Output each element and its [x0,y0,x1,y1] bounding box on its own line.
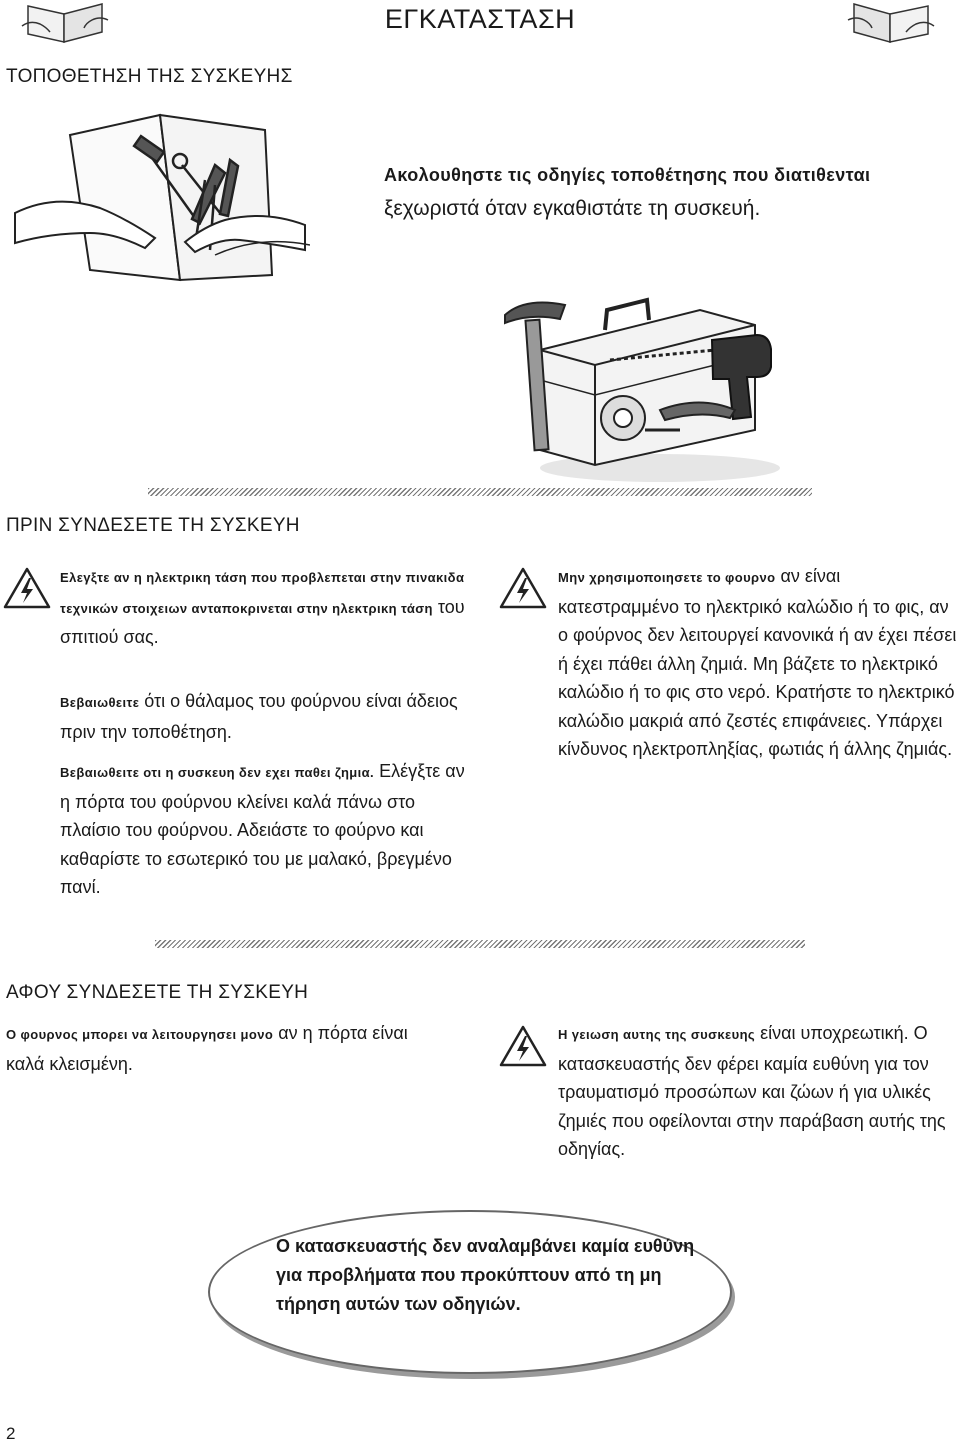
voltage-check-detail: του σπιτιού σας. [60,596,465,647]
electrical-warning-icon [2,566,52,610]
grounding-detail: είναι υποχρεωτική. Ο κατασκευαστής δεν φέρει καμία ευθύνη για τον τραυματισμό προσώπων και ζώων ή για υλικές ζημιές που οφείλονται στην παράβαση αυτής της οδηγίας. [558,1023,946,1159]
damage-check-text [60,757,470,902]
liability-notice-text: Ο κατασκευαστής δεν αναλαμβάνει καμία ευθύνη για προβλήματα που προκύπτουν από τη μη τήρηση αυτών των οδηγιών. [276,1236,695,1314]
damaged-cord-emphasis: Μην χρησιμοποιησετε το φουρνο [558,570,776,585]
door-closed-detail: αν η πόρτα είναι καλά κλεισμένη. [6,1023,408,1074]
voltage-check-emphasis: Ελεγξτε αν η ηλεκτρικη τάση που προβλεπεται στην πινακιδα τεχνικών στοιχειων ανταποκρινεται στην ηλεκτρικη τάση [60,570,465,616]
cavity-check-emphasis: Βεβαιωθειτε [60,695,140,710]
section-divider [155,940,805,948]
electrical-warning-icon [498,566,548,610]
placement-instructions [384,158,924,226]
page-title: ΕΓΚΑΤΑΣΤΑΣΗ [384,4,576,34]
instruction-text: ξεχωριστά όταν εγκαθιστάτε τη συσκευή. [384,197,761,220]
page-number: 2 [6,1424,16,1443]
grounding-emphasis: Η γειωση αυτης της συσκευης [558,1027,756,1042]
cavity-check-detail: ότι ο θάλαμος του φούρνου είναι άδειος πριν την τοποθέτηση. [60,691,458,742]
instruction-emphasis: Ακολουθηστε τις οδηγίες τοποθέτησης που διατιθενται [384,165,871,185]
electrical-warning-icon [498,1024,548,1068]
damaged-cord-detail: αν είναι κατεστραμμένο το ηλεκτρικό καλώδιο ή το φις, αν ο φούρνος δεν λειτουργεί κανονικά ή αν έχει πέσει ή έχει πάθει άλλη ζημιά. Μη βάζετε το ηλεκτρικό καλώδιο ή το φις στο νερό. Κρατήστε το ηλεκτρικό καλώδιο μακριά από ζεστές επιφάνειες. Υπάρχει κίνδυνος ηλεκτροπληξίας, φωτιάς ή άλλης ζημιάς. [558,566,957,759]
voltage-check-text [60,562,470,652]
grounding-warning-text [558,1019,958,1164]
section-heading-placement: ΤΟΠΟΘΕΤΗΣΗ ΤΗΣ ΣΥΣΚΕΥΗΣ [6,66,293,87]
cavity-check-text [60,687,470,746]
damage-check-emphasis: Βεβαιωθειτε οτι η συσκευη δεν εχει παθει ζημια. [60,765,375,780]
toolbox-illustration [490,290,790,485]
door-closed-text [6,1019,446,1078]
section-heading-after-connect: ΑΦΟΥ ΣΥΝΔΕΣΕΤΕ ΤΗ ΣΥΣΚΕΥΗ [6,982,309,1003]
door-closed-emphasis: Ο φουρνος μπορει να λειτουργησει μονο [6,1027,274,1042]
section-heading-before-connect: ΠΡΙΝ ΣΥΝΔΕΣΕΤΕ ΤΗ ΣΥΣΚΕΥΗ [6,515,300,536]
section-divider [148,488,812,496]
damage-check-detail: Ελέγξτε αν η πόρτα του φούρνου κλείνει καλά πάνω στο πλαίσιο του φούρνου. Αδειάστε το φούρνο και καθαρίστε το εσωτερικό του με μαλακό, βρεγμένο πανί. [60,761,465,897]
manual-illustration [10,95,310,285]
damaged-cord-warning-text [558,562,958,764]
